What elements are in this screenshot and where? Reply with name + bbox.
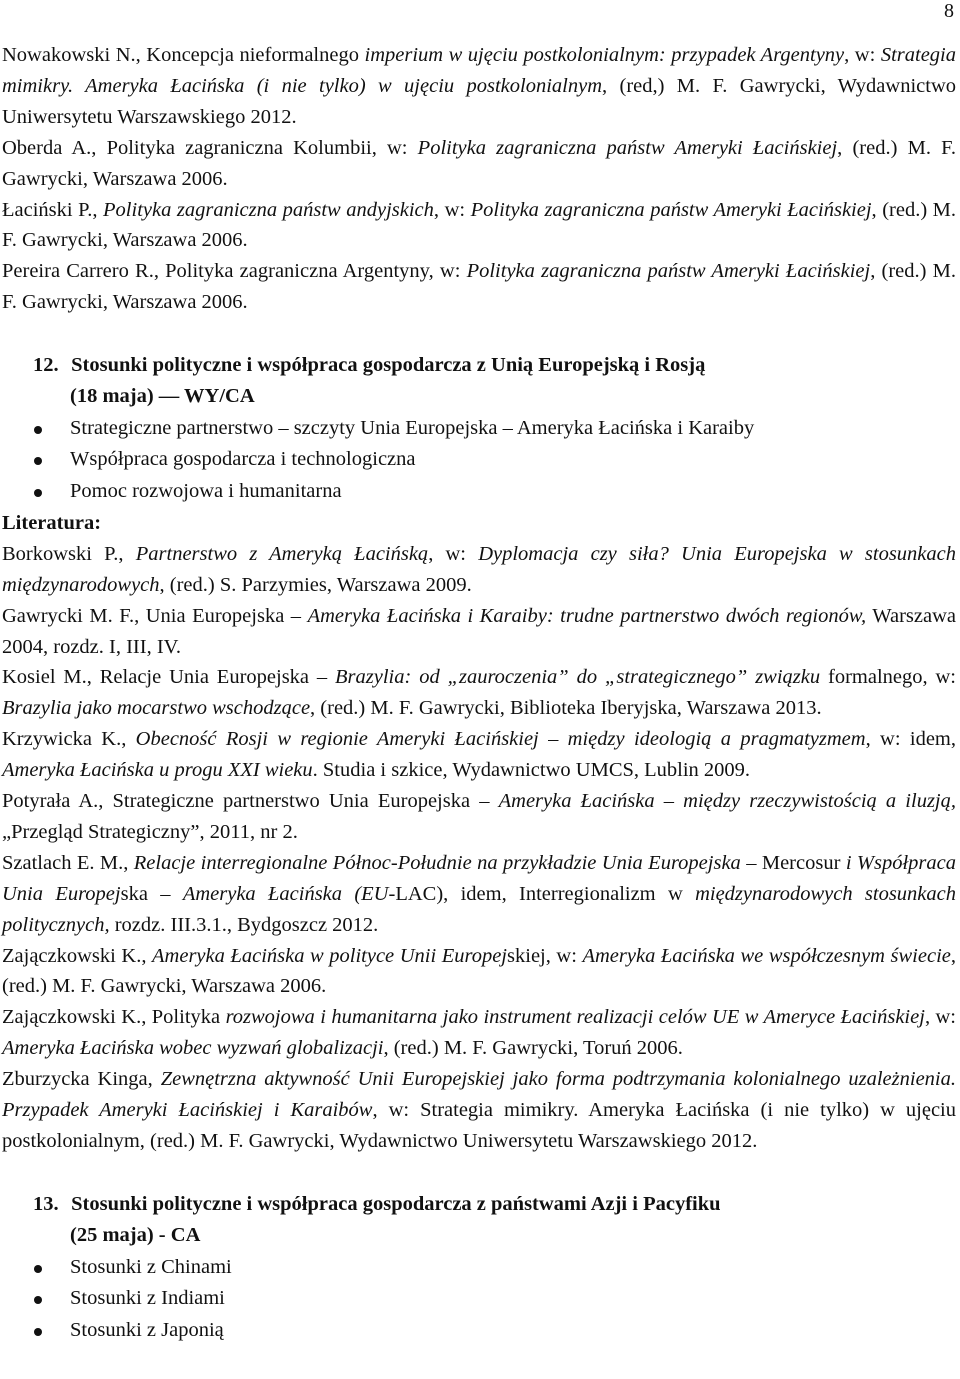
bullet-icon (34, 489, 42, 497)
bib-entry: Krzywicka K., Obecność Rosji w regionie Ameryki Łacińskiej – między ideologią a pragmatyzmem, w: idem, Ameryka Łacińska u progu XXI wieku. Studia i szkice, Wydawnictwo UMCS, Lublin 2009. (2, 728, 956, 782)
italic-text: Polityka zagraniczna państw Ameryki Łacińskiej (470, 198, 872, 221)
section-12 (2, 350, 956, 1157)
bullet-icon (34, 457, 42, 465)
literature-heading: Literatura: (2, 511, 102, 534)
section-date: (18 maja) — WY/CA (70, 385, 255, 408)
italic-text: Ameryka Łacińska i Karaiby: trudne partnerstwo dwóch regionów, (307, 604, 867, 627)
italic-text: Partnerstwo z Ameryką Łacińską (135, 542, 429, 565)
italic-text: międzynarodowych stosunkach politycznych, (2, 882, 957, 936)
section-heading: 12. Stosunki polityczne i współpraca gospodarcza z Unią Europejską i Rosją (33, 354, 706, 377)
section-heading: 13. Stosunki polityczne i współpraca gospodarcza z państwami Azji i Pacyfiku (33, 1192, 721, 1215)
bullet-icon (34, 1265, 42, 1273)
italic-text: Ameryka Łacińska – między rzeczywistością a iluzją, (498, 790, 956, 813)
bib-entry: Zburzycka Kinga, Zewnętrzna aktywność Unii Europejskiej jako forma podtrzymania kolonialnego uzależnienia. Przypadek Ameryki Łacińskiej i Karaibów, w: Strategia mimikry. Ameryka Łacińska (i nie tylko) w ujęciu postkolonialnym, (red.) M. F. Gawrycki, Wydawnictwo Uniwersytetu Warszawskiego 2012. (2, 1068, 956, 1152)
topic-item: Stosunki z Japonią (2, 1315, 956, 1347)
bib-entry: Nowakowski N., Koncepcja nieformalnego imperium w ujęciu postkolonialnym: przypadek Argentyny, w: Strategia mimikry. Ameryka Łacińska (i nie tylko) w ujęciu postkolonialnym, (red,) M. F. Gawrycki, Wydawnictwo Uniwersytetu Warszawskiego 2012. (2, 44, 956, 128)
section-date: (25 maja) - CA (70, 1223, 201, 1246)
italic-text: Ameryka Łacińska u progu XXI wieku (2, 759, 313, 782)
topic-item: Stosunki z Chinami (2, 1252, 956, 1284)
topic-list (2, 413, 956, 508)
bib-entry: Borkowski P., Partnerstwo z Ameryką Łacińską, w: Dyplomacja czy siła? Unia Europejska w stosunkach międzynarodowych, (red.) S. Parzymies, Warszawa 2009. (2, 542, 956, 596)
italic-text: Strategia mimikry. Ameryka Łacińska (i nie tylko) w ujęciu postkolonialnym (2, 44, 956, 97)
topic-item: Pomoc rozwojowa i humanitarna (2, 476, 956, 508)
italic-text: Polityka zagraniczna państw Ameryki Łacińskiej (466, 260, 871, 283)
bib-entry: Kosiel M., Relacje Unia Europejska – Brazylia: od „zauroczenia” do „strategicznego” związku formalnego, w: Brazylia jako mocarstwo wschodzące, (red.) M. F. Gawrycki, Biblioteka Iberyjska, Warszawa 2013. (2, 666, 956, 720)
italic-text: Zewnętrzna aktywność Unii Europejskiej jako forma podtrzymania kolonialnego uzależnienia. Przypadek Ameryki Łacińskiej i Karaibów (2, 1068, 956, 1122)
bib-entry: Łaciński P., Polityka zagraniczna państw andyjskich, w: Polityka zagraniczna państw Ameryki Łacińskiej, (red.) M. F. Gawrycki, Warszawa 2006. (2, 198, 957, 252)
bib-entry: Gawrycki M. F., Unia Europejska – Ameryka Łacińska i Karaiby: trudne partnerstwo dwóch regionów, Warszawa 2004, rozdz. I, III, IV. (2, 604, 956, 658)
bib-entry: Oberda A., Polityka zagraniczna Kolumbii, w: Polityka zagraniczna państw Ameryki Łacińskiej, (red.) M. F. Gawrycki, Warszawa 2006. (2, 136, 956, 190)
italic-text: Ameryka Łacińska w polityce Unii Europej (152, 944, 508, 967)
bullet-icon (34, 426, 42, 434)
bib-entry: Pereira Carrero R., Polityka zagraniczna Argentyny, w: Polityka zagraniczna państw Ameryki Łacińskiej, (red.) M. F. Gawrycki, Warszawa 2006. (2, 260, 957, 314)
bib-entry: Szatlach E. M., Relacje interregionalne Północ-Południe na przykładzie Unia Europejska – Mercosur i Współpraca Unia Europejska – Ameryka Łacińska (EU-LAC), idem, Interregionalizm w międzynarodowych stosunkach politycznych, rozdz. III.3.1., Bydgoszcz 2012. (2, 851, 957, 936)
italic-text: Ameryka Łacińska we współczesnym świecie (582, 944, 951, 967)
topic-item: Współpraca gospodarcza i technologiczna (2, 444, 956, 476)
section-13 (2, 1189, 956, 1347)
italic-text: Brazylia: od „zauroczenia” do „strategicznego” związku (335, 666, 821, 689)
italic-text: Dyplomacja czy siła? Unia Europejska w stosunkach międzynarodowych (2, 542, 956, 596)
italic-text: Ameryka Łacińska wobec wyzwań globalizacji (2, 1037, 384, 1060)
section-title: Stosunki polityczne i współpraca gospodarcza z państwami Azji i Pacyfiku (71, 1192, 721, 1215)
italic-text: Relacje interregionalne Północ-Południe na przykładzie Unia Europejska (133, 851, 741, 874)
bib-entry: Potyrała A., Strategiczne partnerstwo Unia Europejska – Ameryka Łacińska – między rzeczywistością a iluzją, „Przegląd Strategiczny”, 2011, nr 2. (2, 790, 956, 843)
page-number: 8 (944, 0, 954, 22)
italic-text: Obecność Rosji w regionie Ameryki Łacińskiej – między ideologią a pragmatyzmem (135, 728, 866, 751)
italic-text: Polityka zagraniczna państw andyjskich (103, 198, 434, 221)
italic-text: i Współpraca Unia Europej (2, 851, 956, 905)
italic-text: Ameryka Łacińska (EU (182, 882, 389, 905)
italic-text: imperium w ujęciu postkolonialnym: przypadek Argentyny (364, 44, 845, 66)
bib-entry: Zajączkowski K., Polityka rozwojowa i humanitarna jako instrument realizacji celów UE w Ameryce Łacińskiej, w: Ameryka Łacińska wobec wyzwań globalizacji, (red.) M. F. Gawrycki, Toruń 2006. (2, 1006, 957, 1060)
bullet-icon (34, 1328, 42, 1336)
bibliography-top (2, 40, 956, 318)
bullet-icon (34, 1296, 42, 1304)
italic-text: Polityka zagraniczna państw Ameryki Łacińskiej (417, 136, 838, 159)
topic-list (2, 1252, 956, 1347)
italic-text: rozwojowa i humanitarna jako instrument realizacji celów UE w Ameryce Łacińskiej (225, 1006, 925, 1029)
bib-entry: Zajączkowski K., Ameryka Łacińska w polityce Unii Europejskiej, w: Ameryka Łacińska we współczesnym świecie, (red.) M. F. Gawrycki, Warszawa 2006. (2, 944, 956, 998)
italic-text: Brazylia jako mocarstwo wschodzące (2, 697, 311, 720)
topic-item: Stosunki z Indiami (2, 1283, 956, 1315)
page-content (2, 40, 956, 1347)
topic-item: Strategiczne partnerstwo – szczyty Unia Europejska – Ameryka Łacińska i Karaiby (2, 413, 956, 445)
section-title: Stosunki polityczne i współpraca gospodarcza z Unią Europejską i Rosją (71, 354, 706, 377)
